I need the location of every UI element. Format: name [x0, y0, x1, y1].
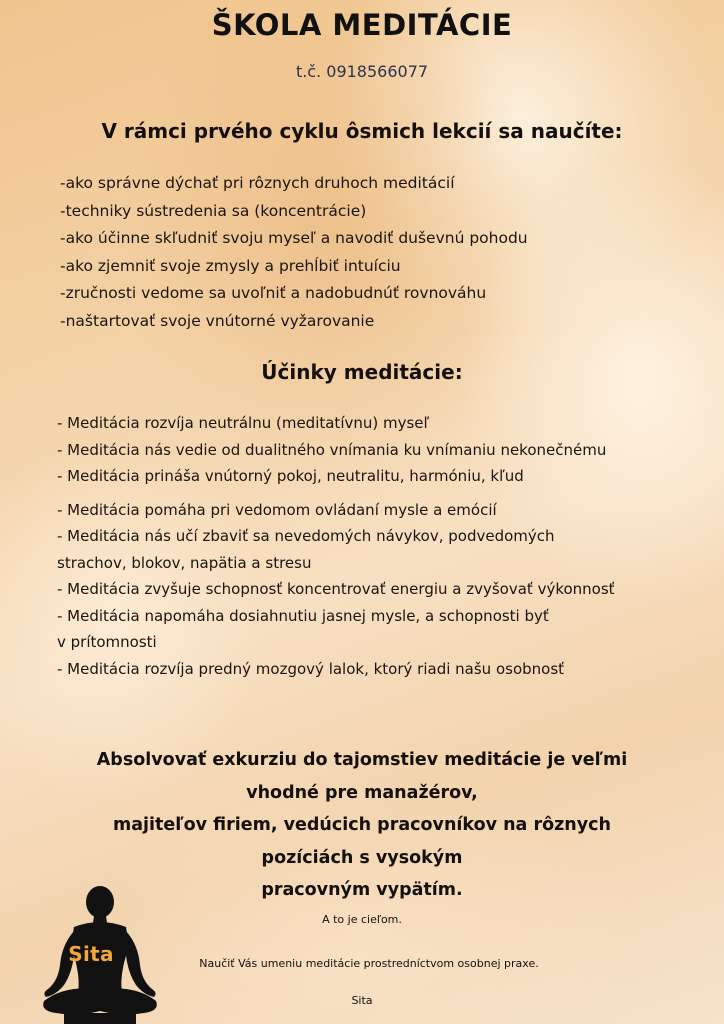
closing-line: majiteľov firiem, vedúcich pracovníkov na rôznych — [112, 815, 611, 835]
list-item: -techniky sústredenia sa (koncentrácie) — [60, 201, 367, 220]
mission-text: Naučiť Vás umeniu meditácie prostredníctvom osobnej praxe. — [199, 957, 539, 970]
list-item: -zručnosti vedome sa uvoľniť a nadobudnúť rovnováhu — [60, 284, 487, 303]
list-item: v prítomnosti — [57, 633, 157, 651]
page-title: ŠKOLA MEDITÁCIE — [211, 8, 513, 42]
list-item: - Meditácia rozvíja predný mozgový lalok, ktorý riadi našu osobnosť — [57, 659, 565, 678]
goal-text: A to je cieľom. — [322, 913, 402, 926]
closing-statement — [0, 744, 724, 907]
logo-text: Sita — [68, 942, 114, 966]
effects-heading: Účinky meditácie: — [261, 360, 463, 384]
closing-line: vhodné pre manažérov, — [246, 782, 478, 803]
list-item: - Meditácia nás učí zbaviť sa nevedomých návykov, podvedomých — [57, 527, 555, 545]
closing-line: pracovným vypätím. — [261, 880, 463, 900]
list-item: -ako správne dýchať pri rôznych druhoch meditácií — [60, 174, 455, 192]
closing-line: pozíciách s vysokým — [261, 847, 463, 868]
list-item: - Meditácia nás vedie od dualitného vnímania ku vnímaniu nekonečnému — [57, 440, 607, 459]
phone-number: t.č. 0918566077 — [295, 62, 429, 81]
list-item: - Meditácia zvyšuje schopnosť koncentrovať energiu a zvyšovať výkonnosť — [57, 580, 615, 598]
list-item: - Meditácia pomáha pri vedomom ovládaní mysle a emócií — [57, 500, 497, 519]
list-item: - Meditácia prináša vnútorný pokoj, neutralitu, harmóniu, kľud — [57, 467, 524, 485]
list-item: -ako zjemniť svoje zmysly a prehĺbiť intuíciu — [60, 256, 401, 275]
list-item: strachov, blokov, napätia a stresu — [57, 553, 312, 572]
list-item: -ako účinne skľudniť svoju myseľ a navodiť duševnú pohodu — [60, 229, 528, 248]
list-item: - Meditácia rozvíja neutrálnu (meditatívnu) myseľ — [57, 414, 430, 432]
list-item: -naštartovať svoje vnútorné vyžarovanie — [60, 311, 375, 330]
list-item: - Meditácia napomáha dosiahnutiu jasnej mysle, a schopnosti byť — [57, 606, 549, 625]
signature-text: Sita — [351, 994, 373, 1007]
effects-list — [57, 410, 615, 682]
lessons-list — [60, 170, 528, 336]
lessons-heading: V rámci prvého cyklu ôsmich lekcií sa naučíte: — [101, 119, 623, 143]
closing-line: Absolvovať exkurziu do tajomstiev meditácie je veľmi — [96, 750, 628, 770]
